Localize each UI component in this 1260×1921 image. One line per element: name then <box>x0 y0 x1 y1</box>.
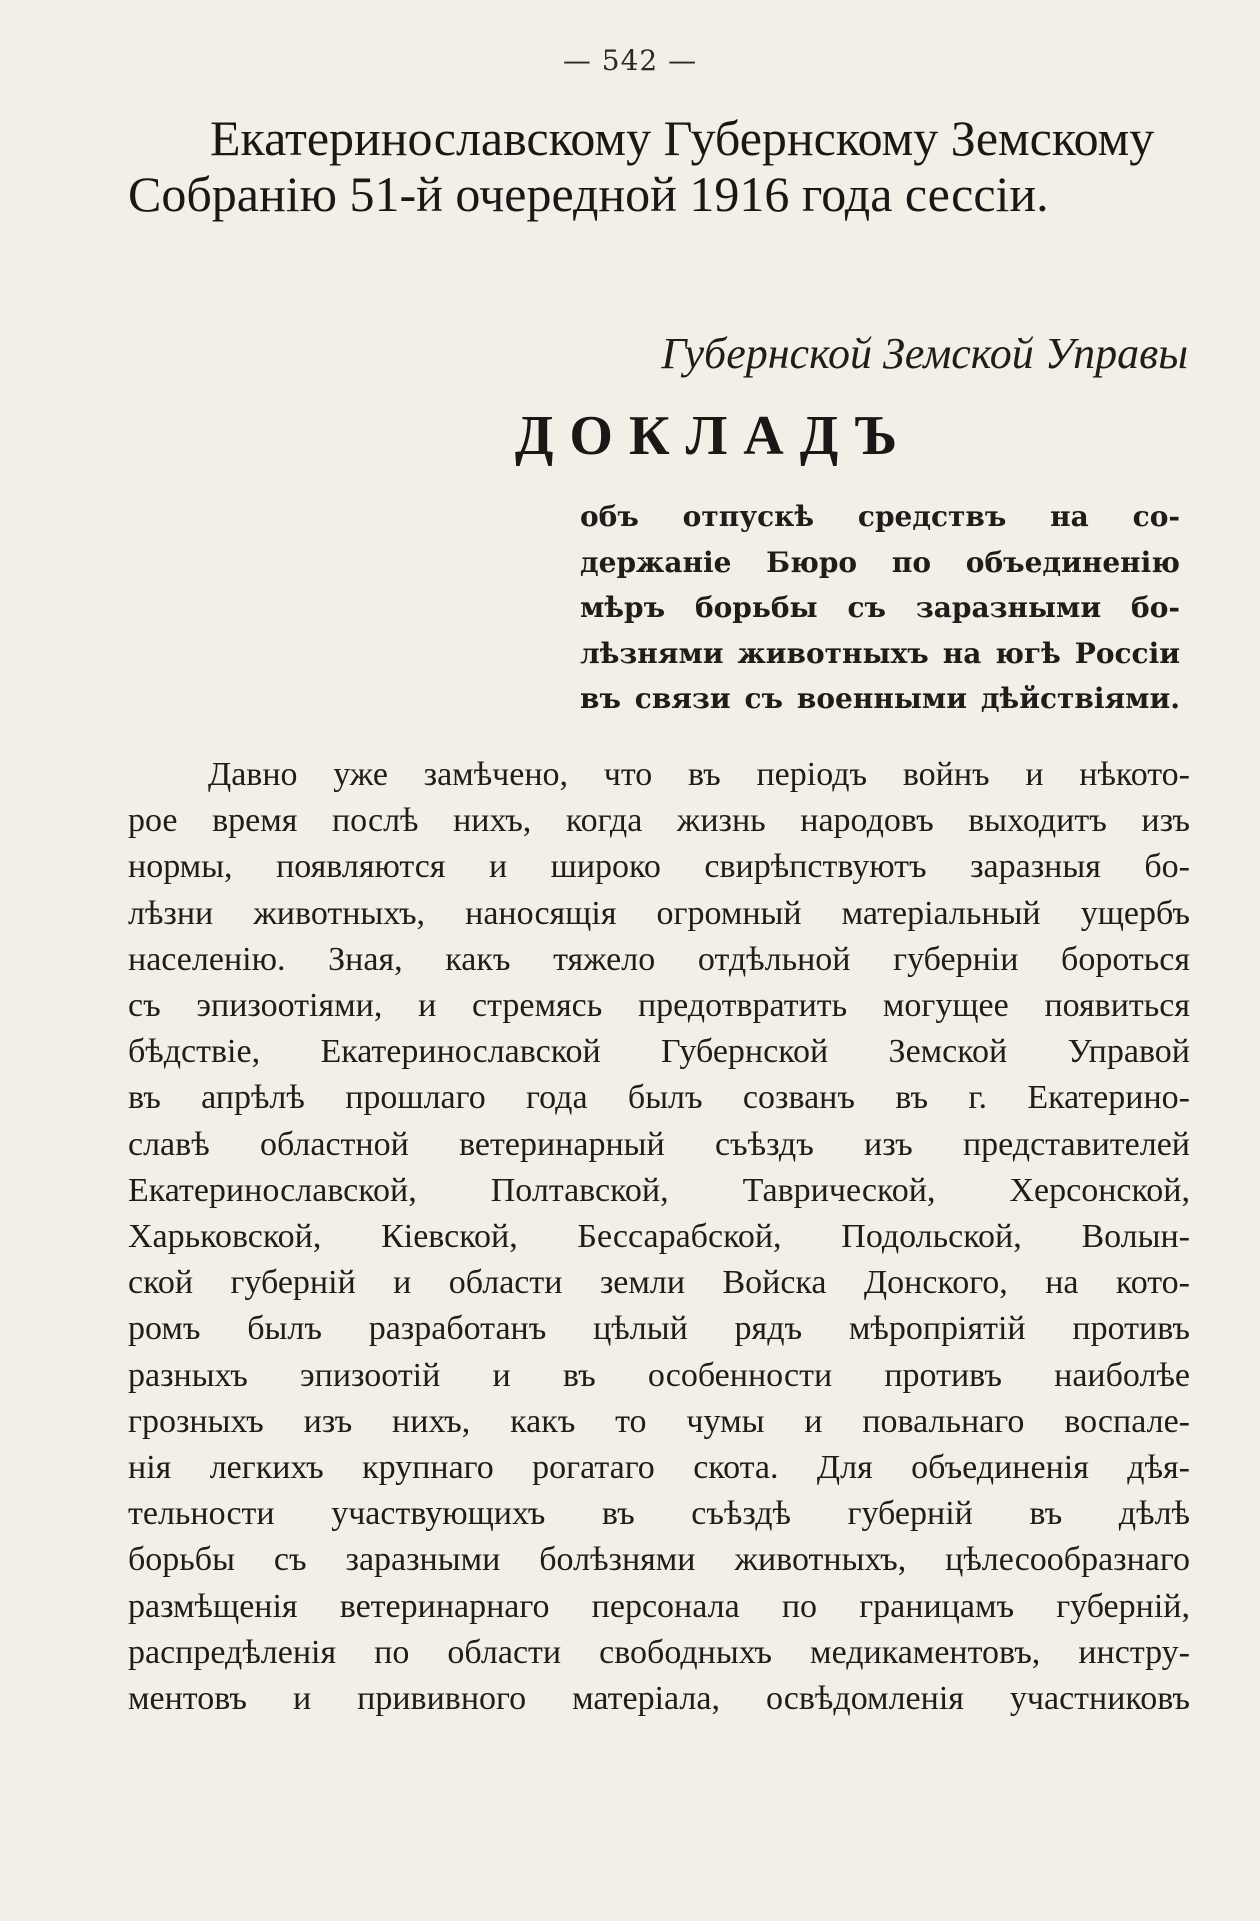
body-line: тельности участвующихъ въ съѣздѣ губерній въ дѣлѣ <box>128 1495 1190 1533</box>
body-line: нормы, появляются и широко свирѣпствуютъ заразныя бо- <box>128 848 1190 886</box>
body-line: Харьковской, Кіевской, Бессарабской, Подольской, Волын- <box>128 1218 1190 1256</box>
body-line: ской губерній и области земли Войска Донского, на кото- <box>128 1264 1190 1302</box>
body-line: борьбы съ заразными болѣзнями животныхъ, цѣлесообразнаго <box>128 1541 1190 1579</box>
document-heading <box>128 110 1190 222</box>
body-line: распредѣленія по области свободныхъ медикаментовъ, инстру- <box>128 1633 1190 1671</box>
body-line: Давно уже замѣчено, что въ періодъ войнъ и нѣкото- <box>208 756 1190 793</box>
body-line: ментовъ и прививного матеріала, освѣдомленія участниковъ <box>128 1680 1190 1718</box>
subject-line: объ отпускѣ средствъ на со- <box>580 500 1180 533</box>
page-number: — 542 — <box>562 44 698 77</box>
body-line: нія легкихъ крупнаго рогатаго скота. Для объединенія дѣя- <box>128 1449 1190 1487</box>
body-line: размѣщенія ветеринарнаго персонала по границамъ губерній, <box>128 1587 1190 1625</box>
report-subject <box>580 494 1180 722</box>
body-line: населенію. Зная, какъ тяжело отдѣльной губерніи бороться <box>128 940 1190 978</box>
issuer-subheading: Губернской Земской Управы <box>661 329 1188 378</box>
body-line: грозныхъ изъ нихъ, какъ то чумы и повальнаго воспале- <box>128 1402 1190 1440</box>
subject-line: мѣръ борьбы съ заразными бо- <box>580 591 1180 624</box>
body-line: славѣ областной ветеринарный съѣздъ изъ представителей <box>128 1125 1190 1163</box>
body-line: разныхъ эпизоотій и въ особенности противъ наиболѣе <box>128 1356 1190 1394</box>
body-line: съ эпизоотіями, и стремясь предотвратить могущее появиться <box>128 987 1190 1025</box>
subject-line: держаніе Бюро по объединенію <box>580 545 1180 579</box>
body-line: въ апрѣлѣ прошлаго года былъ созванъ въ г. Екатерино- <box>128 1079 1190 1117</box>
heading-line-2: Собранію 51-й очередной 1916 года сессіи. <box>128 166 1049 222</box>
subject-line: въ связи съ военными дѣйствіями. <box>580 682 1180 715</box>
body-line: лѣзни животныхъ, наносящія огромный матеріальный ущербъ <box>128 894 1190 932</box>
body-line: Екатеринославской, Полтавской, Таврической, Херсонской, <box>128 1171 1190 1209</box>
body-line: рое время послѣ нихъ, когда жизнь народовъ выходитъ изъ <box>128 802 1190 840</box>
subject-line: лѣзнями животныхъ на югѣ Россіи <box>580 636 1180 670</box>
heading-line-1: Екатеринославскому Губернскому Земскому <box>210 110 1155 166</box>
body-line: бѣдствіе, Екатеринославской Губернской Земской Управой <box>128 1033 1190 1071</box>
body-paragraph <box>128 752 1190 1722</box>
report-title: ДОКЛАДЪ <box>514 405 914 467</box>
body-line: ромъ былъ разработанъ цѣлый рядъ мѣропріятій противъ <box>128 1310 1190 1348</box>
